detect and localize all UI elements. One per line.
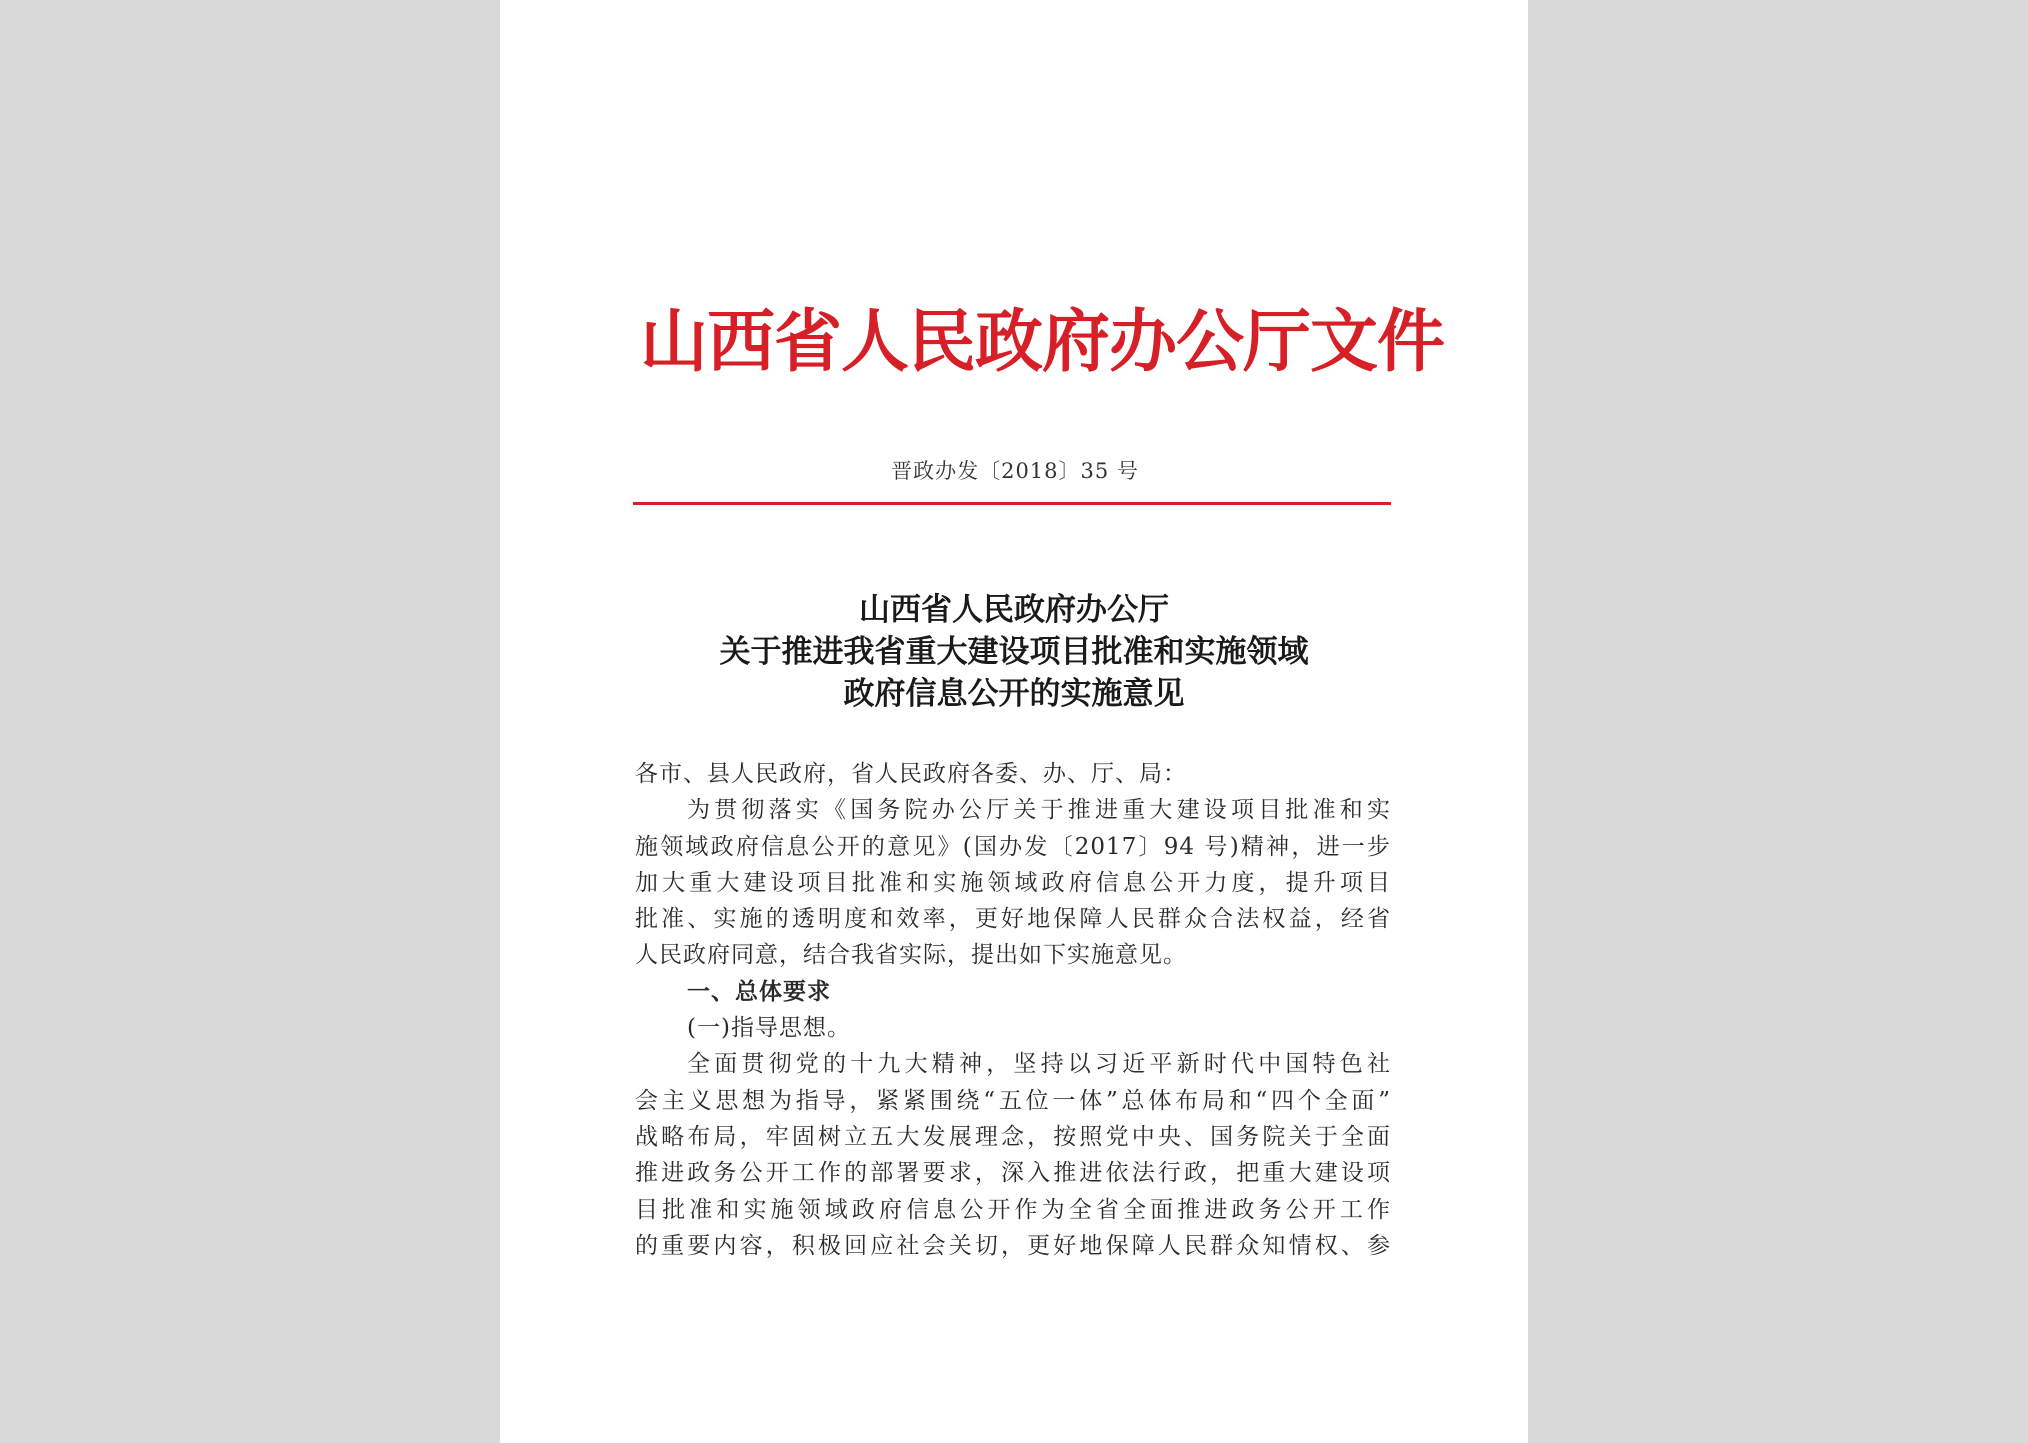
body-line: 全面贯彻党的十九大精神，坚持以习近平新时代中国特色社 xyxy=(687,1051,1391,1078)
body-line: 人民政府同意，结合我省实际，提出如下实施意见。 xyxy=(635,942,1187,969)
document-body xyxy=(635,756,1391,1264)
body-line: 战略布局，牢固树立五大发展理念，按照党中央、国务院关于全面 xyxy=(635,1123,1391,1150)
section-heading: 一、总体要求 xyxy=(687,977,831,1005)
document-number: 晋政办发〔2018〕35 号 xyxy=(891,459,1139,483)
body-line: 加大重大建设项目批准和实施领域政府信息公开力度，提升项目 xyxy=(635,869,1391,896)
body-line: 会主义思想为指导，紧紧围绕“五位一体”总体布局和“四个全面” xyxy=(635,1087,1391,1114)
body-line: 的重要内容，积极回应社会关切，更好地保障人民群众知情权、参 xyxy=(635,1232,1391,1259)
body-line: 为贯彻落实《国务院办公厅关于推进重大建设项目批准和实 xyxy=(687,797,1391,824)
document-title-line: 政府信息公开的实施意见 xyxy=(843,676,1185,712)
document-title-line: 山西省人民政府办公厅 xyxy=(859,592,1169,628)
salutation-line: 各市、县人民政府，省人民政府各委、办、厅、局： xyxy=(635,761,1187,787)
document-title-line: 关于推进我省重大建设项目批准和实施领域 xyxy=(719,634,1309,670)
body-line: 目批准和实施领域政府信息公开作为全省全面推进政务公开工作 xyxy=(635,1196,1391,1223)
document-title xyxy=(620,589,1408,715)
document-page xyxy=(500,0,1528,1443)
body-line: 推进政务公开工作的部署要求，深入推进依法行政，把重大建设项 xyxy=(635,1160,1391,1187)
body-line: 施领域政府信息公开的意见》(国办发〔2017〕94 号)精神，进一步 xyxy=(635,833,1391,860)
subsection-heading: (一)指导思想。 xyxy=(687,1015,851,1042)
issuer-header-title: 山西省人民政府办公厅文件 xyxy=(640,302,1445,382)
red-separator-line xyxy=(633,502,1391,505)
body-line: 批准、实施的透明度和效率，更好地保障人民群众合法权益，经省 xyxy=(635,906,1391,933)
